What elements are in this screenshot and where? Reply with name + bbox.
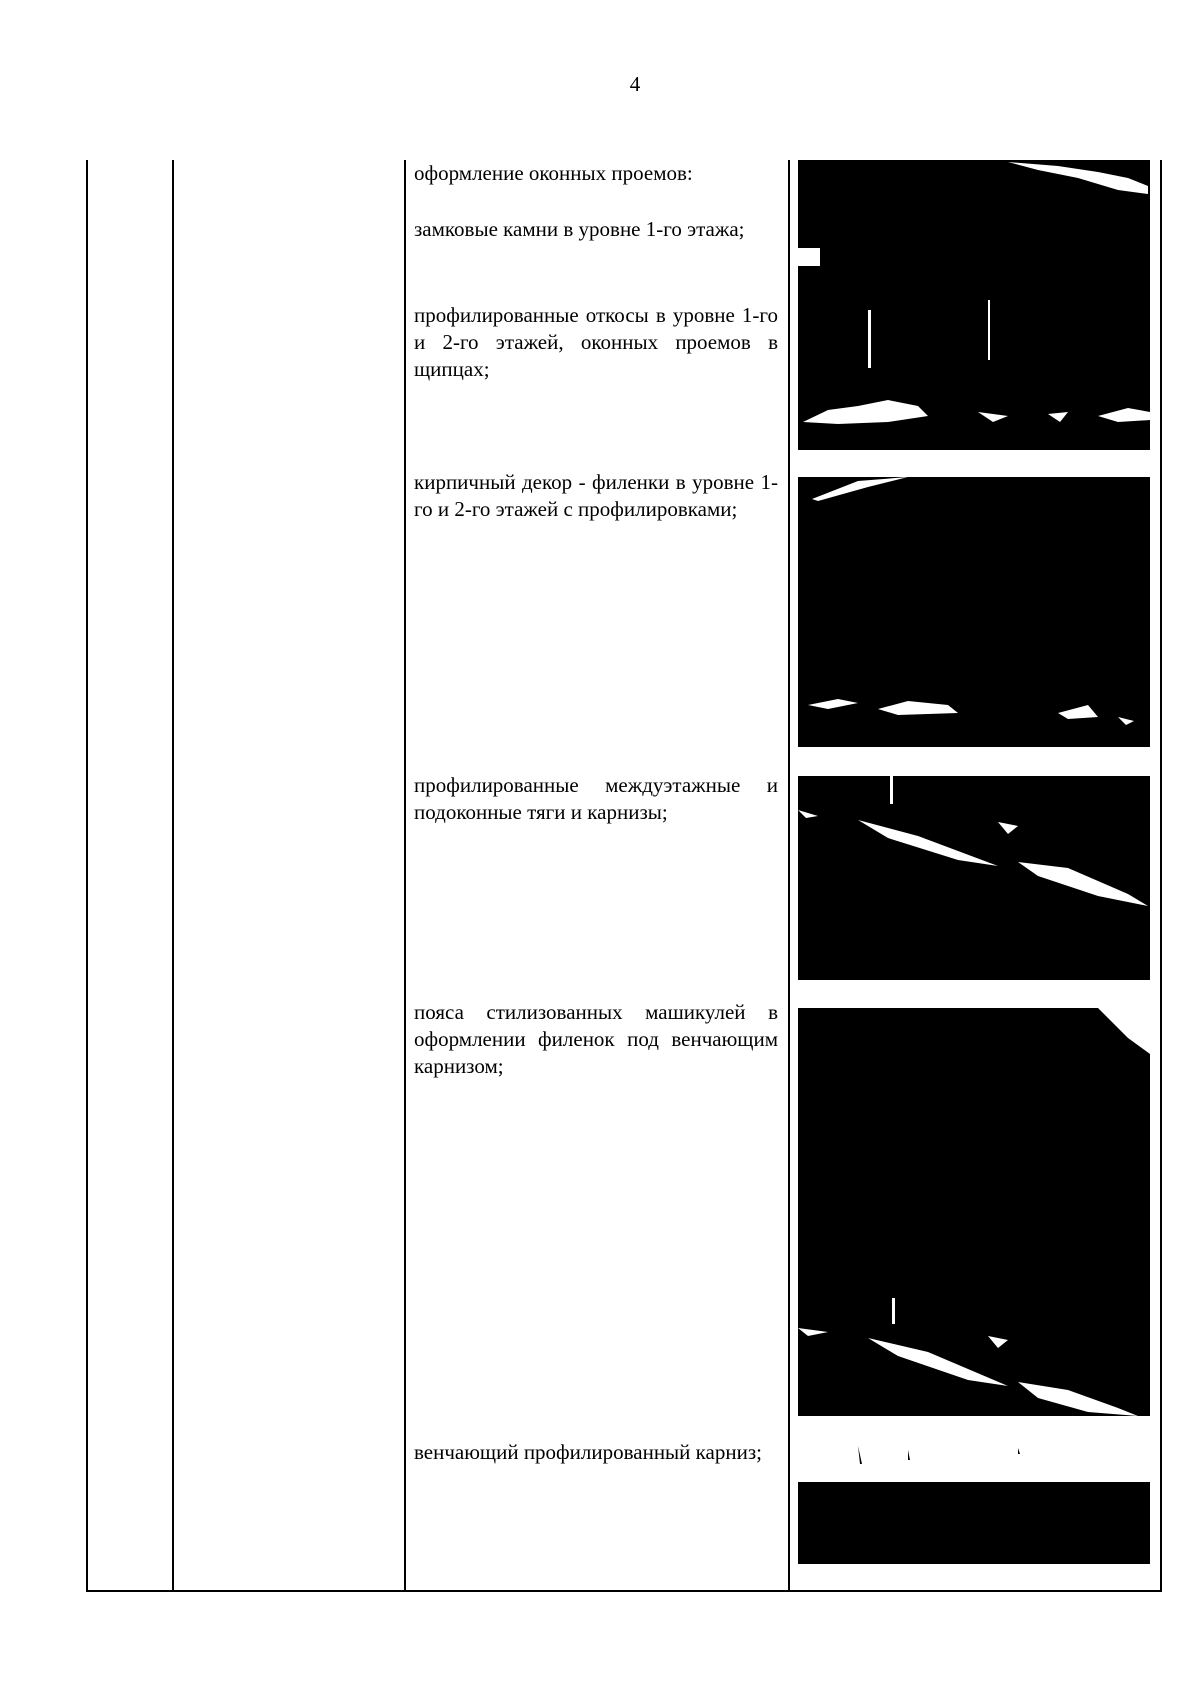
column-divider	[788, 160, 790, 1590]
brick-panels-photo	[798, 477, 1150, 747]
column-divider	[172, 160, 174, 1590]
element-description: венчающий профилированный карниз;	[414, 1440, 762, 1464]
facade-window-photo	[798, 160, 1150, 450]
element-description: замковые камни в уровне 1-го этажа;	[414, 217, 745, 241]
cornice-belts-photo	[798, 776, 1150, 980]
page-number: 4	[629, 72, 641, 96]
machicolation-photo	[798, 1008, 1150, 1416]
element-description: профилированные междуэтажные и подоконные тяги и карнизы;	[414, 773, 778, 824]
element-description: кирпичный декор - филенки в уровне 1-го и 2-го этажей с профилировками;	[414, 470, 778, 521]
element-description: пояса стилизованных машикулей в оформлении филенок под венчающим карнизом;	[414, 1000, 778, 1078]
column-divider	[404, 160, 406, 1590]
element-description: профилированные откосы в уровне 1-го и 2-го этажей, оконных проемов в щипцах;	[414, 303, 778, 381]
crowning-cornice-photo	[798, 1444, 1150, 1564]
element-description: оформление оконных проемов:	[414, 161, 693, 185]
